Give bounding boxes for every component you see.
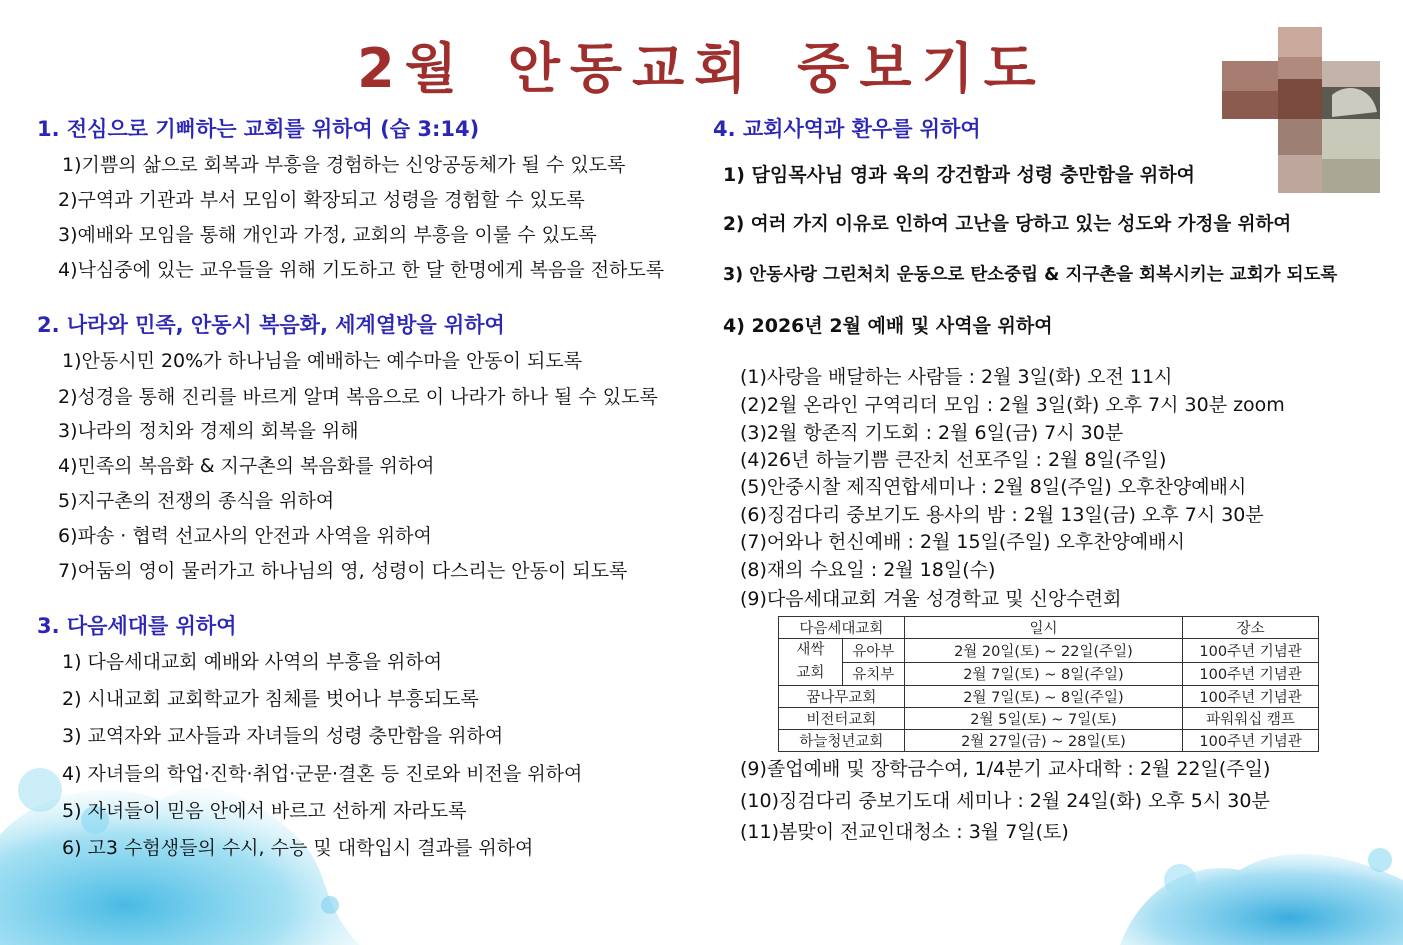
event-item: (10)징검다리 중보기도대 세미나 : 2월 24일(화) 오후 5시 30분	[740, 790, 1270, 812]
event-item: (4)26년 하늘기쁨 큰잔치 선포주일 : 2월 8일(주일)	[740, 449, 1167, 471]
section-3-item: 5) 자녀들이 믿음 안에서 바르고 선하게 자라도록	[62, 800, 467, 822]
table-cell: 100주년 기념관	[1183, 686, 1319, 708]
section-4-item: 1) 담임목사님 영과 육의 강건함과 성령 충만함을 위하여	[723, 164, 1195, 186]
table-header: 장소	[1183, 617, 1319, 639]
event-item: (11)봄맞이 전교인대청소 : 3월 7일(토)	[740, 821, 1069, 843]
event-item: (8)재의 수요일 : 2월 18일(수)	[740, 559, 996, 581]
event-item: (5)안중시찰 제직연합세미나 : 2월 8일(주일) 오후찬양예배시	[740, 476, 1247, 498]
table-header: 다음세대교회	[779, 617, 905, 639]
table-cell: 2월 7일(토) ~ 8일(주일)	[904, 686, 1182, 708]
section-3-item: 2) 시내교회 교회학교가 침체를 벗어나 부흥되도록	[62, 688, 479, 710]
section-2-item: 1)안동시민 20%가 하나님을 예배하는 예수마을 안동이 되도록	[62, 350, 583, 372]
section-3-item: 6) 고3 수험생들의 수시, 수능 및 대학입시 결과를 위하여	[62, 837, 534, 859]
table-group-cell	[779, 639, 843, 686]
table-row	[779, 639, 1319, 663]
section-4-item: 4) 2026년 2월 예배 및 사역을 위하여	[723, 315, 1053, 337]
section-4-item: 2) 여러 가지 이유로 인하여 고난을 당하고 있는 성도와 가정을 위하여	[723, 214, 1292, 235]
page-title: 2월 안동교회 중보기도	[357, 37, 1046, 100]
section-1-heading: 1. 전심으로 기뻐하는 교회를 위하여 (습 3:14)	[37, 117, 480, 141]
camp-schedule-table	[778, 616, 1319, 752]
table-cell: 2월 27일(금) ~ 28일(토)	[904, 730, 1182, 752]
table-cell: 2월 7일(토) ~ 8일(주일)	[904, 662, 1182, 686]
event-item: (9)졸업예배 및 장학금수여, 1/4분기 교사대학 : 2월 22일(주일)	[740, 758, 1271, 780]
table-cell: 100주년 기념관	[1183, 662, 1319, 686]
table-cell: 유아부	[842, 639, 904, 663]
section-2-item: 2)성경을 통해 진리를 바르게 알며 복음으로 이 나라가 하나 될 수 있도록	[58, 386, 658, 408]
table-row	[779, 662, 1319, 686]
table-group-label: 새싹	[796, 642, 825, 658]
table-cell: 유치부	[842, 662, 904, 686]
table-header: 일시	[904, 617, 1182, 639]
event-item: (6)징검다리 중보기도 용사의 밤 : 2월 13일(금) 오후 7시 30분	[740, 504, 1264, 526]
table-cell: 2월 20일(토) ~ 22일(주일)	[904, 639, 1182, 663]
section-1-item: 3)예배와 모임을 통해 개인과 가정, 교회의 부흥을 이룰 수 있도록	[58, 224, 597, 246]
section-1-item: 4)낙심중에 있는 교우들을 위해 기도하고 한 달 한명에게 복음을 전하도록	[58, 259, 665, 281]
section-2-heading: 2. 나라와 민족, 안동시 복음화, 세계열방을 위하여	[37, 313, 505, 337]
table-cell: 하늘청년교회	[779, 730, 905, 752]
section-4-heading: 4. 교회사역과 환우를 위하여	[713, 117, 981, 141]
section-4-item: 3) 안동사랑 그린처치 운동으로 탄소중립 & 지구촌을 회복시키는 교회가 되도록	[723, 265, 1338, 285]
section-1-item: 2)구역과 기관과 부서 모임이 확장되고 성령을 경험할 수 있도록	[58, 189, 585, 211]
event-item: (9)다음세대교회 겨울 성경학교 및 신앙수련회	[740, 588, 1122, 610]
event-item: (7)어와나 헌신예배 : 2월 15일(주일) 오후찬양예배시	[740, 531, 1185, 553]
table-row	[779, 686, 1319, 708]
section-2-item: 7)어둠의 영이 물러가고 하나님의 영, 성령이 다스리는 안동이 되도록	[58, 560, 628, 582]
section-2-item: 6)파송 · 협력 선교사의 안전과 사역을 위하여	[58, 525, 432, 547]
table-row	[779, 708, 1319, 730]
table-cell: 꿈나무교회	[779, 686, 905, 708]
section-2-item: 5)지구촌의 전쟁의 종식을 위하여	[58, 490, 335, 512]
table-row	[779, 730, 1319, 752]
section-3-item: 1) 다음세대교회 예배와 사역의 부흥을 위하여	[62, 651, 443, 673]
section-3-item: 4) 자녀들의 학업·진학·취업·군문·결혼 등 진로와 비전을 위하여	[62, 763, 583, 785]
section-3-heading: 3. 다음세대를 위하여	[37, 614, 237, 638]
table-cell: 비전터교회	[779, 708, 905, 730]
table-cell: 100주년 기념관	[1183, 730, 1319, 752]
section-3-item: 3) 교역자와 교사들과 자녀들의 성령 충만함을 위하여	[62, 725, 504, 747]
table-cell: 파워워십 캠프	[1183, 708, 1319, 730]
event-item: (1)사랑을 배달하는 사람들 : 2월 3일(화) 오전 11시	[740, 366, 1173, 388]
table-cell: 100주년 기념관	[1183, 639, 1319, 663]
section-1-item: 1)기쁨의 삶으로 회복과 부흥을 경험하는 신앙공동체가 될 수 있도록	[62, 154, 626, 176]
table-cell: 2월 5일(토) ~ 7일(토)	[904, 708, 1182, 730]
event-item: (2)2월 온라인 구역리더 모임 : 2월 3일(화) 오후 7시 30분 zoom	[740, 394, 1285, 416]
section-2-item: 4)민족의 복음화 & 지구촌의 복음화를 위하여	[58, 455, 435, 477]
section-2-item: 3)나라의 정치와 경제의 회복을 위해	[58, 420, 359, 442]
event-item: (3)2월 항존직 기도회 : 2월 6일(금) 7시 30분	[740, 422, 1124, 444]
table-group-label: 교회	[796, 665, 825, 681]
table-header-row	[779, 617, 1319, 639]
